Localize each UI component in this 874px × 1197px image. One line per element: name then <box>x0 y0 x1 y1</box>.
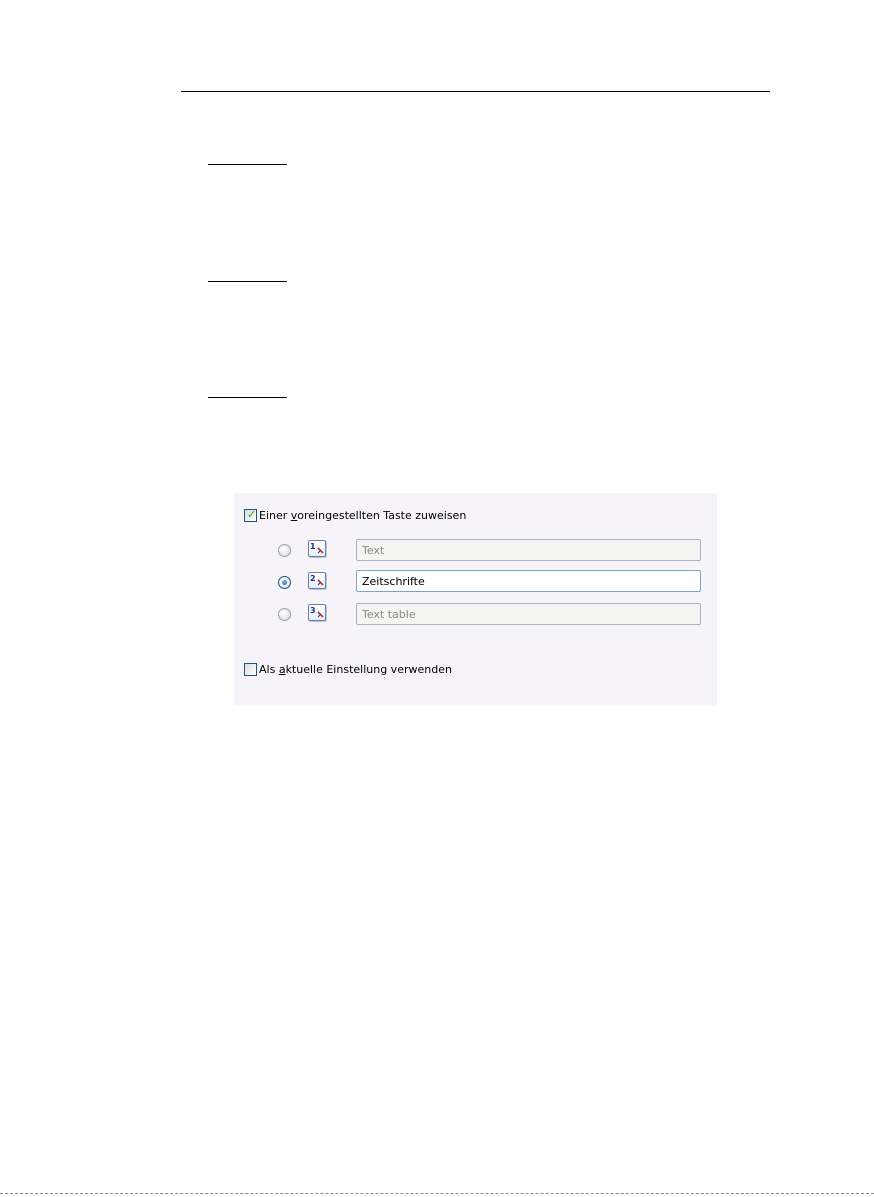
preset-2-radio[interactable] <box>278 576 291 589</box>
checkmark-icon: ✓ <box>247 508 257 521</box>
section-rule-3 <box>208 397 287 398</box>
key-1-icon: 1 <box>308 540 326 557</box>
section-rule-1 <box>208 164 287 165</box>
preset-2-name-field[interactable] <box>356 570 701 592</box>
assign-key-label[interactable]: Einer voreingestellten Taste zuweisen <box>259 509 467 522</box>
preset-1-radio[interactable] <box>278 544 291 557</box>
page-bottom-divider <box>0 1193 874 1194</box>
use-current-label[interactable]: Als aktuelle Einstellung verwenden <box>259 663 452 676</box>
preset-3-name-field[interactable] <box>356 603 701 625</box>
preset-key-panel <box>234 493 717 705</box>
assign-key-checkbox[interactable] <box>244 509 257 522</box>
key-2-icon: 2 <box>308 572 326 589</box>
use-current-checkbox[interactable] <box>244 663 257 676</box>
preset-1-name-field[interactable] <box>356 539 701 561</box>
key-3-icon: 3 <box>308 604 326 621</box>
section-rule-2 <box>208 281 287 282</box>
preset-3-radio[interactable] <box>278 608 291 621</box>
top-divider <box>181 91 770 92</box>
